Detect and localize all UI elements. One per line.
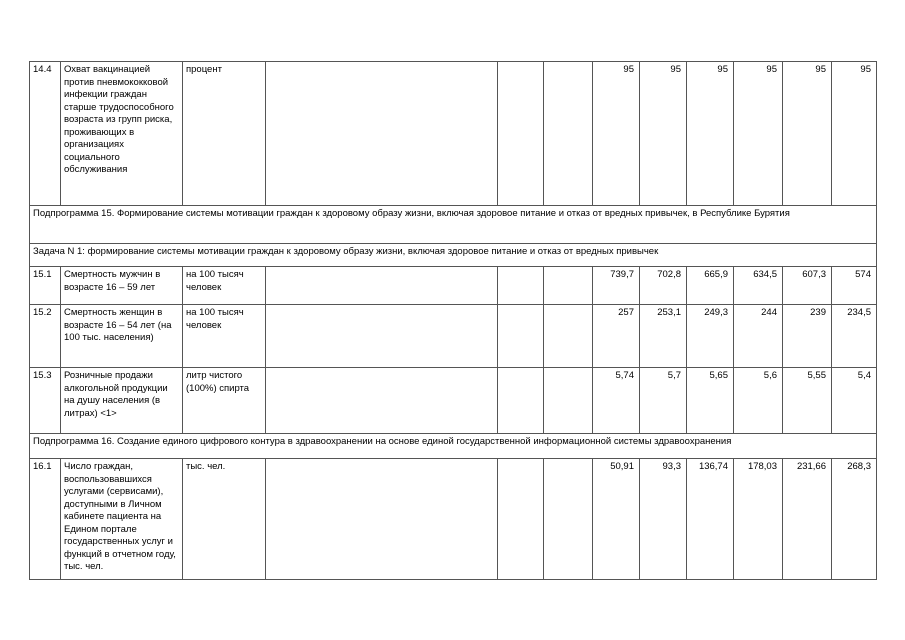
empty-cell — [498, 305, 544, 368]
value-cell: 257 — [593, 305, 640, 368]
table-row — [30, 267, 877, 305]
value-cell: 5,6 — [734, 368, 783, 434]
empty-cell — [544, 305, 593, 368]
unit-cell: на 100 тысяч человек — [183, 305, 266, 368]
row-code: 15.2 — [30, 305, 61, 368]
empty-cell — [544, 62, 593, 206]
value-cell: 702,8 — [640, 267, 687, 305]
value-cell: 178,03 — [734, 459, 783, 580]
empty-cell — [544, 368, 593, 434]
empty-cell — [498, 368, 544, 434]
section-row — [30, 434, 877, 459]
empty-cell — [266, 62, 498, 206]
unit-cell: процент — [183, 62, 266, 206]
value-cell: 95 — [734, 62, 783, 206]
empty-cell — [266, 368, 498, 434]
empty-cell — [544, 267, 593, 305]
value-cell: 253,1 — [640, 305, 687, 368]
value-cell: 231,66 — [783, 459, 832, 580]
value-cell: 95 — [593, 62, 640, 206]
indicator-name: Смертность женщин в возрасте 16 – 54 лет (на 100 тыс. населения) — [61, 305, 183, 368]
task-heading: Задача N 1: формирование системы мотивации граждан к здоровому образу жизни, включая здоровое питание и отказ от вредных привычек — [30, 244, 877, 267]
unit-cell: на 100 тысяч человек — [183, 267, 266, 305]
table-row — [30, 368, 877, 434]
value-cell: 739,7 — [593, 267, 640, 305]
value-cell: 95 — [783, 62, 832, 206]
empty-cell — [498, 459, 544, 580]
unit-cell: тыс. чел. — [183, 459, 266, 580]
value-cell: 239 — [783, 305, 832, 368]
unit-cell: литр чистого (100%) спирта — [183, 368, 266, 434]
indicator-name: Охват вакцинацией против пневмококковой инфекции граждан старше трудоспособного возраста из групп риска, проживающих в организациях социального обслуживания — [61, 62, 183, 206]
section-row — [30, 244, 877, 267]
value-cell: 607,3 — [783, 267, 832, 305]
value-cell: 95 — [640, 62, 687, 206]
row-code: 16.1 — [30, 459, 61, 580]
section-row — [30, 206, 877, 244]
value-cell: 5,74 — [593, 368, 640, 434]
value-cell: 665,9 — [687, 267, 734, 305]
row-code: 14.4 — [30, 62, 61, 206]
value-cell: 249,3 — [687, 305, 734, 368]
value-cell: 95 — [832, 62, 877, 206]
subprogram-heading: Подпрограмма 16. Создание единого цифрового контура в здравоохранении на основе единой государственной информационной системы здравоохранения — [30, 434, 877, 459]
table-row — [30, 459, 877, 580]
value-cell: 574 — [832, 267, 877, 305]
indicator-table — [29, 61, 877, 580]
value-cell: 50,91 — [593, 459, 640, 580]
empty-cell — [544, 459, 593, 580]
indicator-name: Смертность мужчин в возрасте 16 – 59 лет — [61, 267, 183, 305]
empty-cell — [498, 267, 544, 305]
value-cell: 93,3 — [640, 459, 687, 580]
value-cell: 234,5 — [832, 305, 877, 368]
table-row — [30, 305, 877, 368]
value-cell: 244 — [734, 305, 783, 368]
value-cell: 5,65 — [687, 368, 734, 434]
value-cell: 5,4 — [832, 368, 877, 434]
value-cell: 5,55 — [783, 368, 832, 434]
value-cell: 634,5 — [734, 267, 783, 305]
indicator-name: Число граждан, воспользовавшихся услугами (сервисами), доступными в Личном кабинете пациента на Едином портале государственных услуг и функций в отчетном году, тыс. чел. — [61, 459, 183, 580]
value-cell: 5,7 — [640, 368, 687, 434]
empty-cell — [266, 267, 498, 305]
value-cell: 95 — [687, 62, 734, 206]
value-cell: 268,3 — [832, 459, 877, 580]
row-code: 15.3 — [30, 368, 61, 434]
empty-cell — [266, 459, 498, 580]
value-cell: 136,74 — [687, 459, 734, 580]
subprogram-heading: Подпрограмма 15. Формирование системы мотивации граждан к здоровому образу жизни, включая здоровое питание и отказ от вредных привычек, в Республике Бурятия — [30, 206, 877, 244]
indicator-name: Розничные продажи алкогольной продукции на душу населения (в литрах) <1> — [61, 368, 183, 434]
row-code: 15.1 — [30, 267, 61, 305]
empty-cell — [498, 62, 544, 206]
table-row — [30, 62, 877, 206]
empty-cell — [266, 305, 498, 368]
